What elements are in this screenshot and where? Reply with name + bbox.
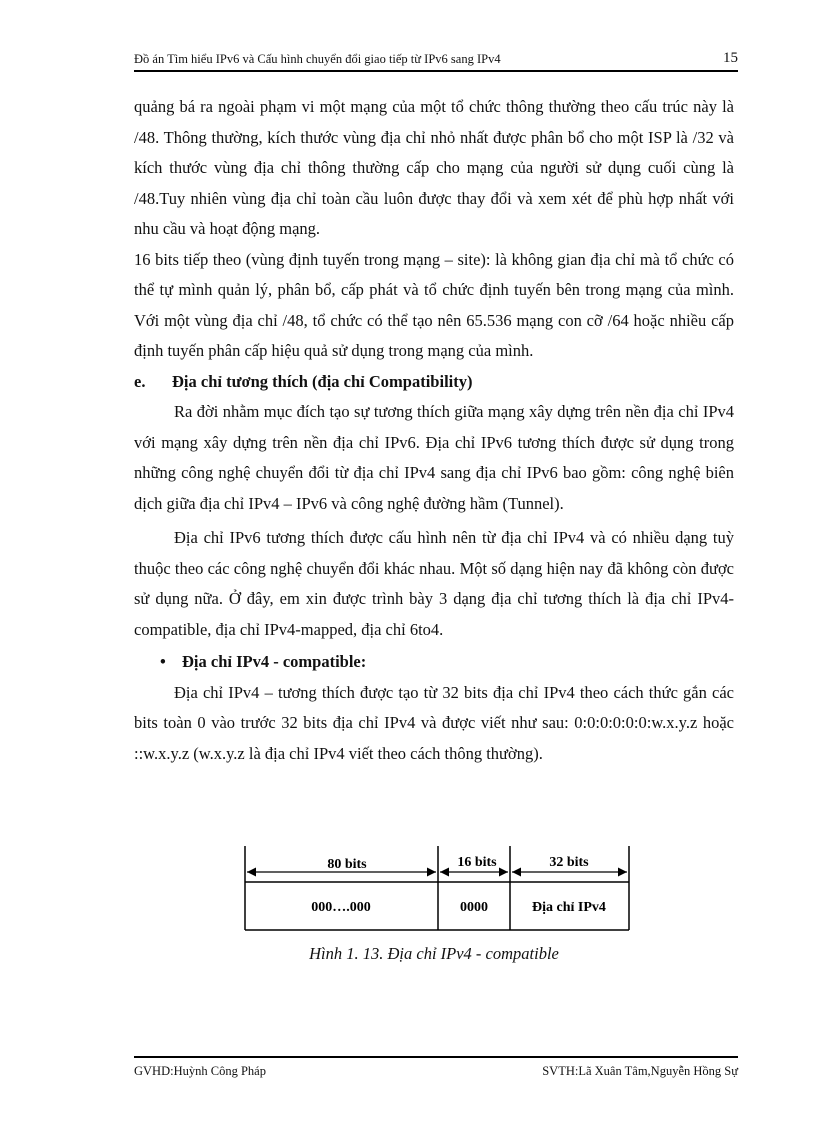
cell-ipv4-address: Địa chỉ IPv4 (532, 900, 606, 915)
page-footer (134, 1056, 738, 1084)
paragraph-global-address: quảng bá ra ngoài phạm vi một mạng của một tổ chức thông thường theo cấu trúc này là /48. Thông thường, kích thước vùng địa chỉ nhỏ nhất được phân bổ cho một ISP là /32 và kích thước vùng địa chỉ thông thường cấp cho mạng của người sử dụng cuối cùng là /48.Tuy nhiên vùng địa chỉ toàn cầu luôn được thay đổi và xem xét để phù hợp nhất với nhu cầu và hoạt động mạng. (134, 97, 734, 238)
address-format-diagram (244, 846, 630, 932)
paragraph-compat-types: Địa chỉ IPv6 tương thích được cấu hình nên từ địa chỉ IPv4 và có nhiều dạng tuỳ thuộc theo các công nghệ chuyển đổi khác nhau. Một số dạng hiện nay đã không còn được sử dụng nữa. Ở đây, em xin được trình bày 3 dạng địa chỉ tương thích là địa chỉ IPv4-compatible, địa chỉ IPv4-mapped, địa chỉ 6to4. (134, 528, 734, 639)
footer-advisor: GVHD:Huỳnh Công Pháp (134, 1064, 266, 1078)
section-title: Địa chỉ tương thích (địa chỉ Compatibility) (172, 371, 473, 391)
section-heading-compatibility (134, 367, 734, 398)
bullet-title: Địa chỉ IPv4 - compatible: (182, 652, 367, 671)
bullet-heading-ipv4-compatible (160, 647, 734, 678)
page-body (134, 92, 734, 769)
header-title: Đồ án Tìm hiểu IPv6 và Cấu hình chuyển đổi giao tiếp từ IPv6 sang IPv4 (134, 52, 501, 66)
label-16-bits: 16 bits (457, 855, 497, 870)
figure-caption: Hình 1. 13. Địa chỉ IPv4 - compatible (309, 944, 559, 963)
paragraph-compat-intro: Ra đời nhằm mục đích tạo sự tương thích giữa mạng xây dựng trên nền địa chỉ IPv4 với mạng xây dựng trên nền địa chỉ IPv6. Địa chỉ IPv6 tương thích được sử dụng trong những công nghệ chuyển đổi từ địa chỉ IPv4 sang địa chỉ IPv6 bao gồm: công nghệ biên dịch giữa địa chỉ IPv4 – IPv6 và công nghệ đường hầm (Tunnel). (134, 402, 734, 513)
section-number: e. (134, 371, 146, 391)
page-header (134, 50, 738, 72)
paragraph-ipv4-compatible: Địa chỉ IPv4 – tương thích được tạo từ 32 bits địa chỉ IPv4 theo cách thức gắn các bits toàn 0 vào trước 32 bits địa chỉ IPv4 và được viết như sau: 0:0:0:0:0:0:w.x.y.z hoặc ::w.x.y.z (w.x.y.z là địa chỉ IPv4 viết theo cách thông thường). (134, 682, 734, 763)
footer-students: SVTH:Lã Xuân Tâm,Nguyễn Hồng Sự (542, 1064, 738, 1078)
label-32-bits: 32 bits (549, 855, 589, 870)
label-80-bits: 80 bits (327, 857, 367, 872)
cell-zeros-80: 000….000 (311, 900, 371, 915)
paragraph-site-bits: 16 bits tiếp theo (vùng định tuyến trong mạng – site): là không gian địa chỉ mà tổ chức có thể tự mình quản lý, phân bổ, cấp phát và tổ chức định tuyến bên trong mạng của mình. Với một vùng địa chỉ /48, tổ chức có thể tạo nên 65.536 mạng con cỡ /64 hoặc nhiều cấp định tuyến phân cấp hiệu quả sử dụng trong mạng của mình. (134, 249, 734, 360)
cell-zeros-16: 0000 (460, 900, 488, 915)
page-number: 15 (723, 50, 738, 66)
bullet-icon: • (160, 652, 166, 671)
